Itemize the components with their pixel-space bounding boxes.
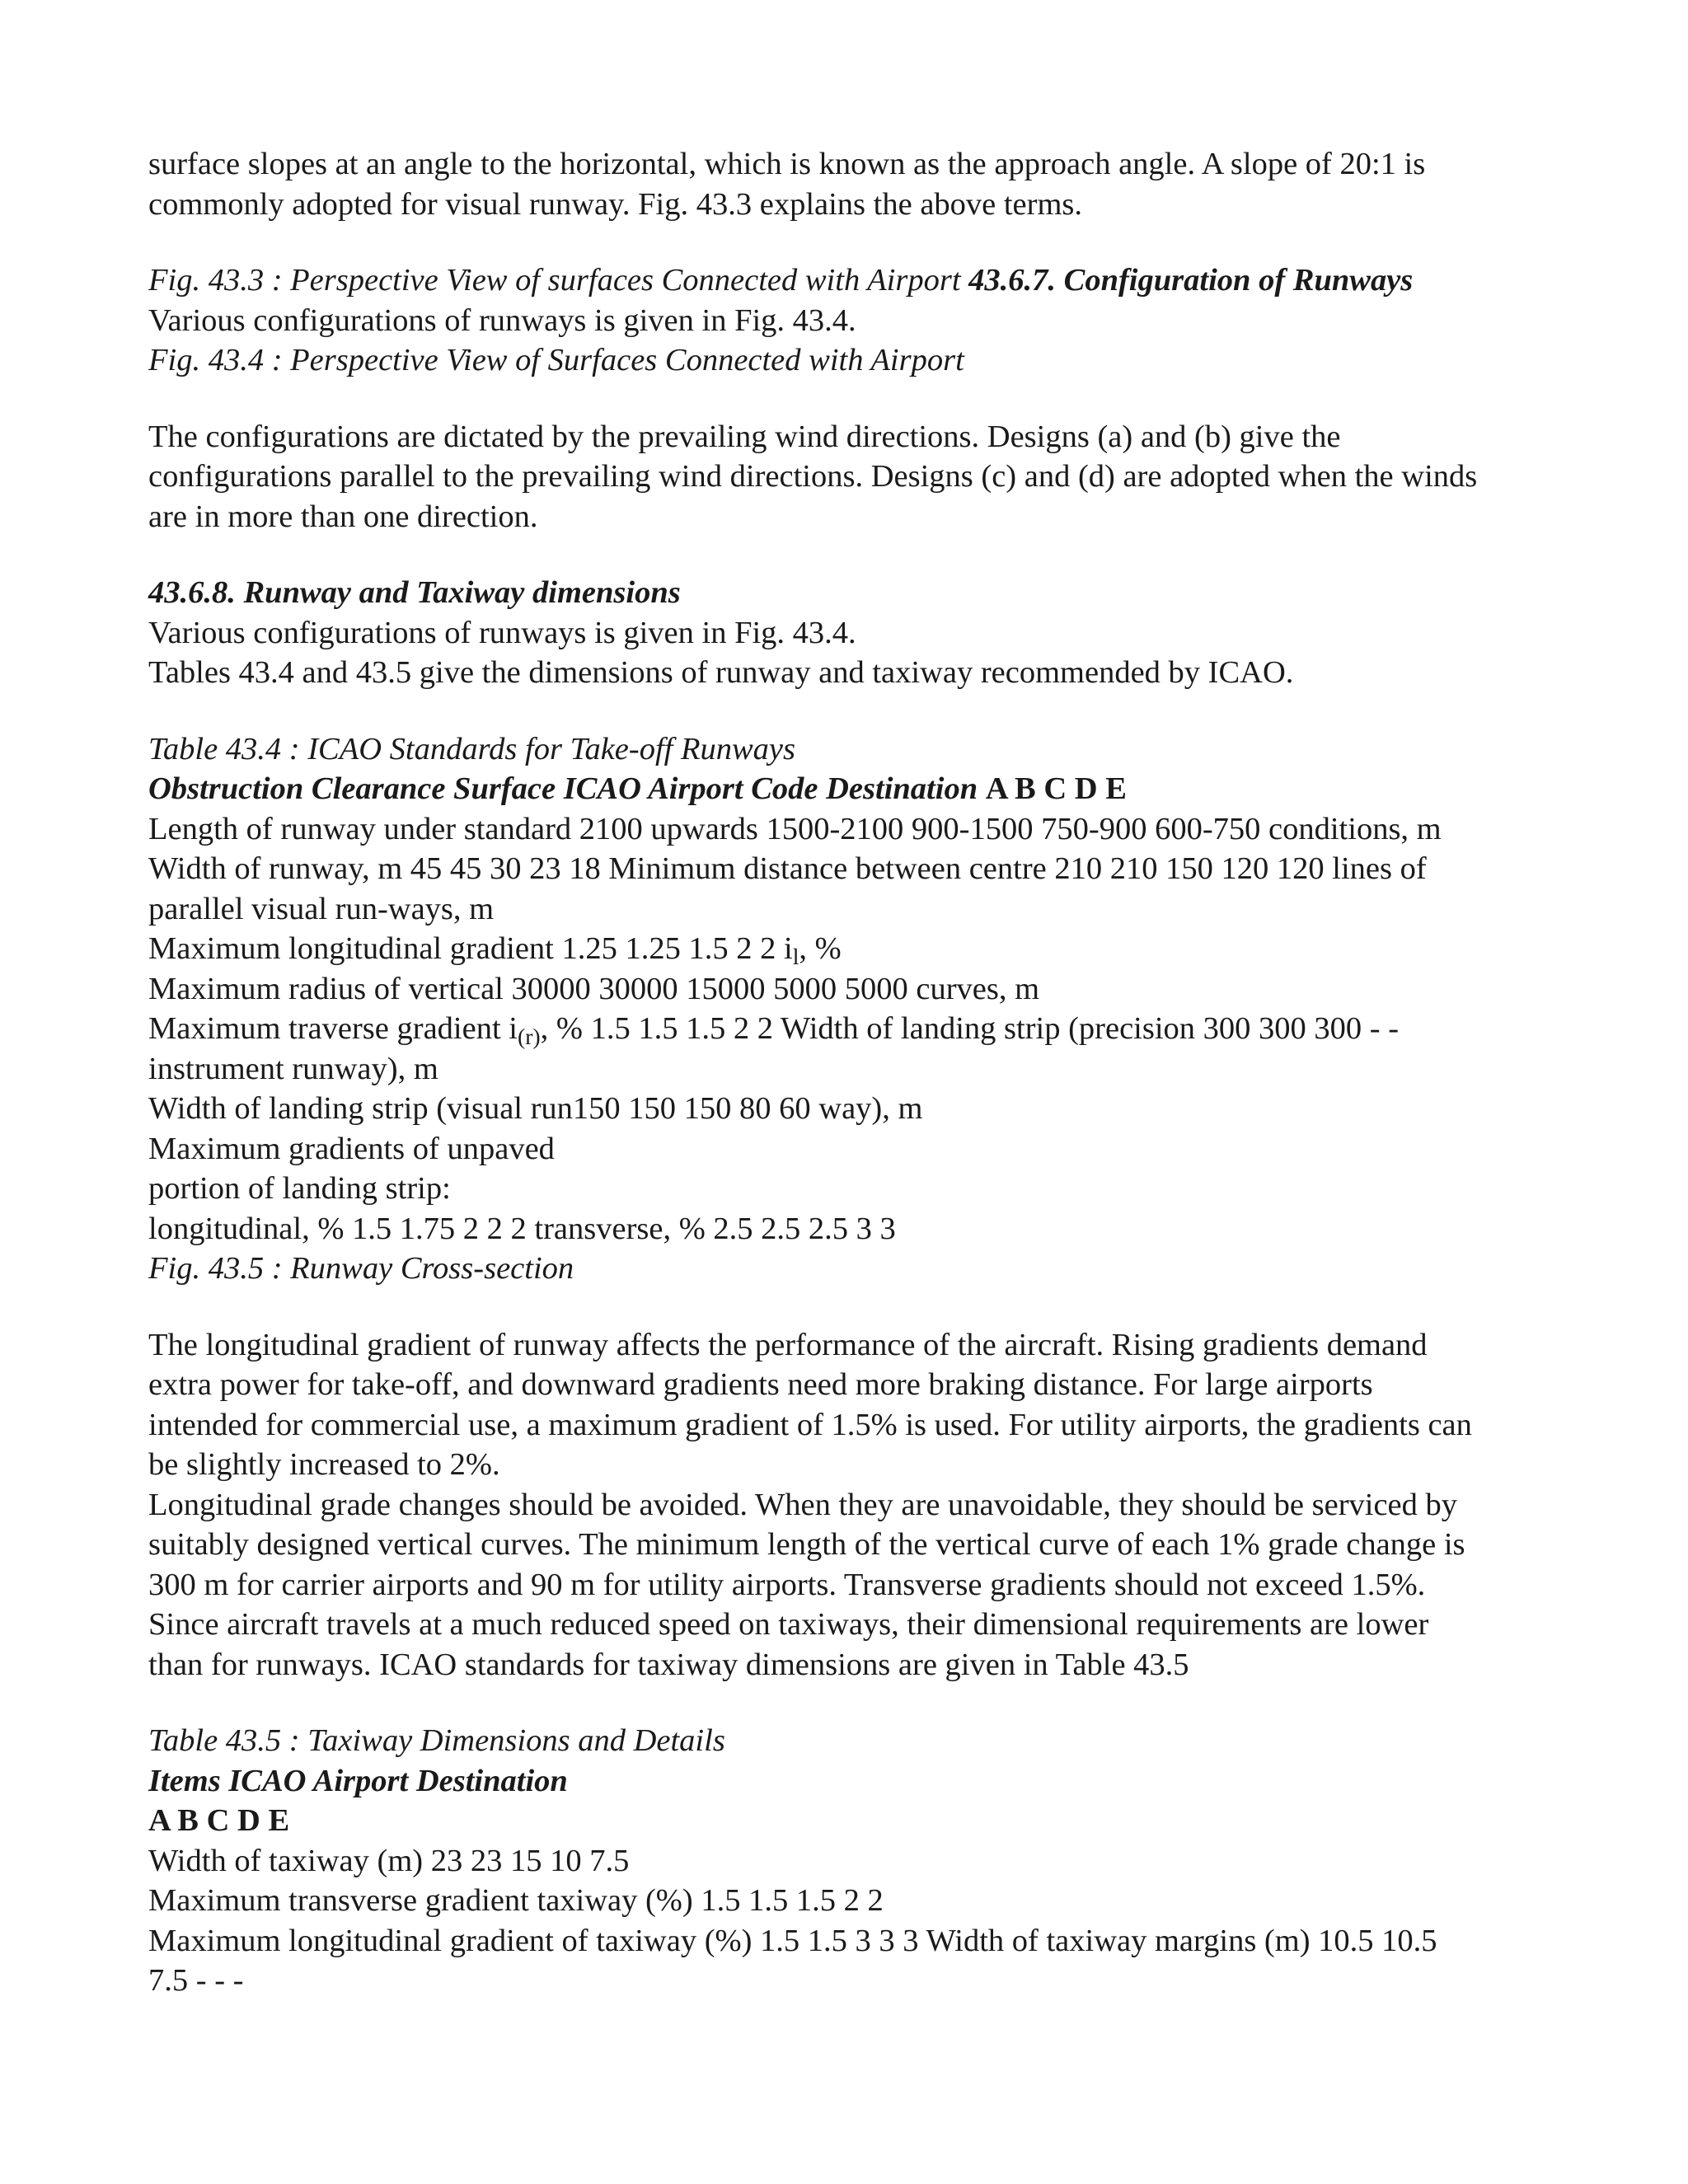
figure-caption: Fig. 43.3 : Perspective View of surfaces Connected with Airport [148,263,961,298]
table-row: Width of landing strip (visual run150 150 150 80 60 way), m [148,1091,923,1126]
section-heading: 43.6.7. Configuration of Runways [968,263,1414,298]
table-row: Maximum longitudinal gradient 1.25 1.25 1.5 2 2 $i_l$, % [148,931,842,969]
section-heading: 43.6.8. Runway and Taxiway dimensions [148,575,681,610]
text-line: 300 m for carrier airports and 90 m for utility airports. Transverse gradients should not exceed 1.5%. [148,1567,1426,1602]
table-header-codes: A B C D E [148,1803,290,1838]
table-caption: Table 43.5 : Taxiway Dimensions and Details [148,1723,725,1758]
figure-caption: Fig. 43.4 : Perspective View of Surfaces Connected with Airport [148,343,964,377]
text-line: Longitudinal grade changes should be avoided. When they are unavoidable, they should be serviced by [148,1487,1458,1522]
text-line: Various configurations of runways is given in Fig. 43.4. [148,615,856,650]
table-row: parallel visual run-ways, m [148,891,495,926]
table-row: instrument runway), m [148,1051,438,1086]
table-43-4 [148,729,1550,1289]
table-row: Maximum radius of vertical 30000 30000 15000 5000 5000 curves, m [148,971,1040,1006]
figure-caption: Fig. 43.5 : Runway Cross-section [148,1251,574,1286]
text-line: surface slopes at an angle to the horizontal, which is known as the approach angle. A slope of 20:1 is [148,147,1426,181]
text-line: commonly adopted for visual runway. Fig. 43.3 explains the above terms. [148,186,1083,222]
table-header: Items ICAO Airport Destination [148,1763,568,1798]
text-line: The configurations are dictated by the prevailing wind directions. Designs (a) and (b) give the [148,419,1341,454]
section-43-6-8 [148,573,1550,693]
text-line: Various configurations of runways is given in Fig. 43.4. [148,302,856,338]
table-row: 7.5 - - - [148,1963,244,1998]
text-line: are in more than one direction. [148,499,538,534]
configuration-paragraph [148,417,1550,537]
fig-43-3-block [148,260,1550,381]
text-line: suitably designed vertical curves. The minimum length of the vertical curve of each 1% grade change is [148,1527,1465,1562]
table-row: portion of landing strip: [148,1171,451,1206]
text-line: than for runways. ICAO standards for taxiway dimensions are given in Table 43.5 [148,1647,1189,1682]
table-row: Width of runway, m 45 45 30 23 18 Minimum distance between centre 210 210 150 120 120 lines of [148,851,1427,886]
text-line: The longitudinal gradient of runway affects the performance of the aircraft. Rising gradients demand [148,1327,1428,1362]
table-row: Maximum gradients of unpaved [148,1131,555,1166]
intro-paragraph [148,144,1550,224]
text-line: Tables 43.4 and 43.5 give the dimensions of runway and taxiway recommended by ICAO. [148,655,1294,690]
table-43-5 [148,1721,1550,2001]
table-row: longitudinal, % 1.5 1.75 2 2 2 transverse, % 2.5 2.5 2.5 3 3 [148,1211,896,1246]
document-page [148,144,1550,2001]
text-line: Since aircraft travels at a much reduced speed on taxiways, their dimensional requirements are lower [148,1607,1429,1642]
table-row: Maximum transverse gradient taxiway (%) 1.5 1.5 1.5 2 2 [148,1883,884,1918]
text-line: be slightly increased to 2%. [148,1447,500,1482]
text-line: configurations parallel to the prevailing wind directions. Designs (c) and (d) are adopted when the winds [148,459,1478,494]
table-header-codes: A B C D E [985,771,1127,806]
table-row: Maximum longitudinal gradient of taxiway (%) 1.5 1.5 3 3 3 Width of taxiway margins (m) 10.5 10.5 [148,1923,1437,1958]
text-line: intended for commercial use, a maximum gradient of 1.5% is used. For utility airports, the gradients can [148,1407,1472,1442]
text-line: extra power for take-off, and downward gradients need more braking distance. For large airports [148,1367,1373,1402]
gradient-paragraph [148,1325,1550,1685]
table-row: Maximum traverse gradient $i_{(r)}$, % 1.5 1.5 1.5 2 2 Width of landing strip (precision 300 300 300 - - [148,1011,1400,1049]
table-row: Width of taxiway (m) 23 23 15 10 7.5 [148,1843,630,1878]
table-row: Length of runway under standard 2100 upwards 1500-2100 900-1500 750-900 600-750 conditions, m [148,811,1442,846]
table-header: Obstruction Clearance Surface ICAO Airport Code Destination [148,771,978,806]
table-caption: Table 43.4 : ICAO Standards for Take-off Runways [148,731,796,766]
